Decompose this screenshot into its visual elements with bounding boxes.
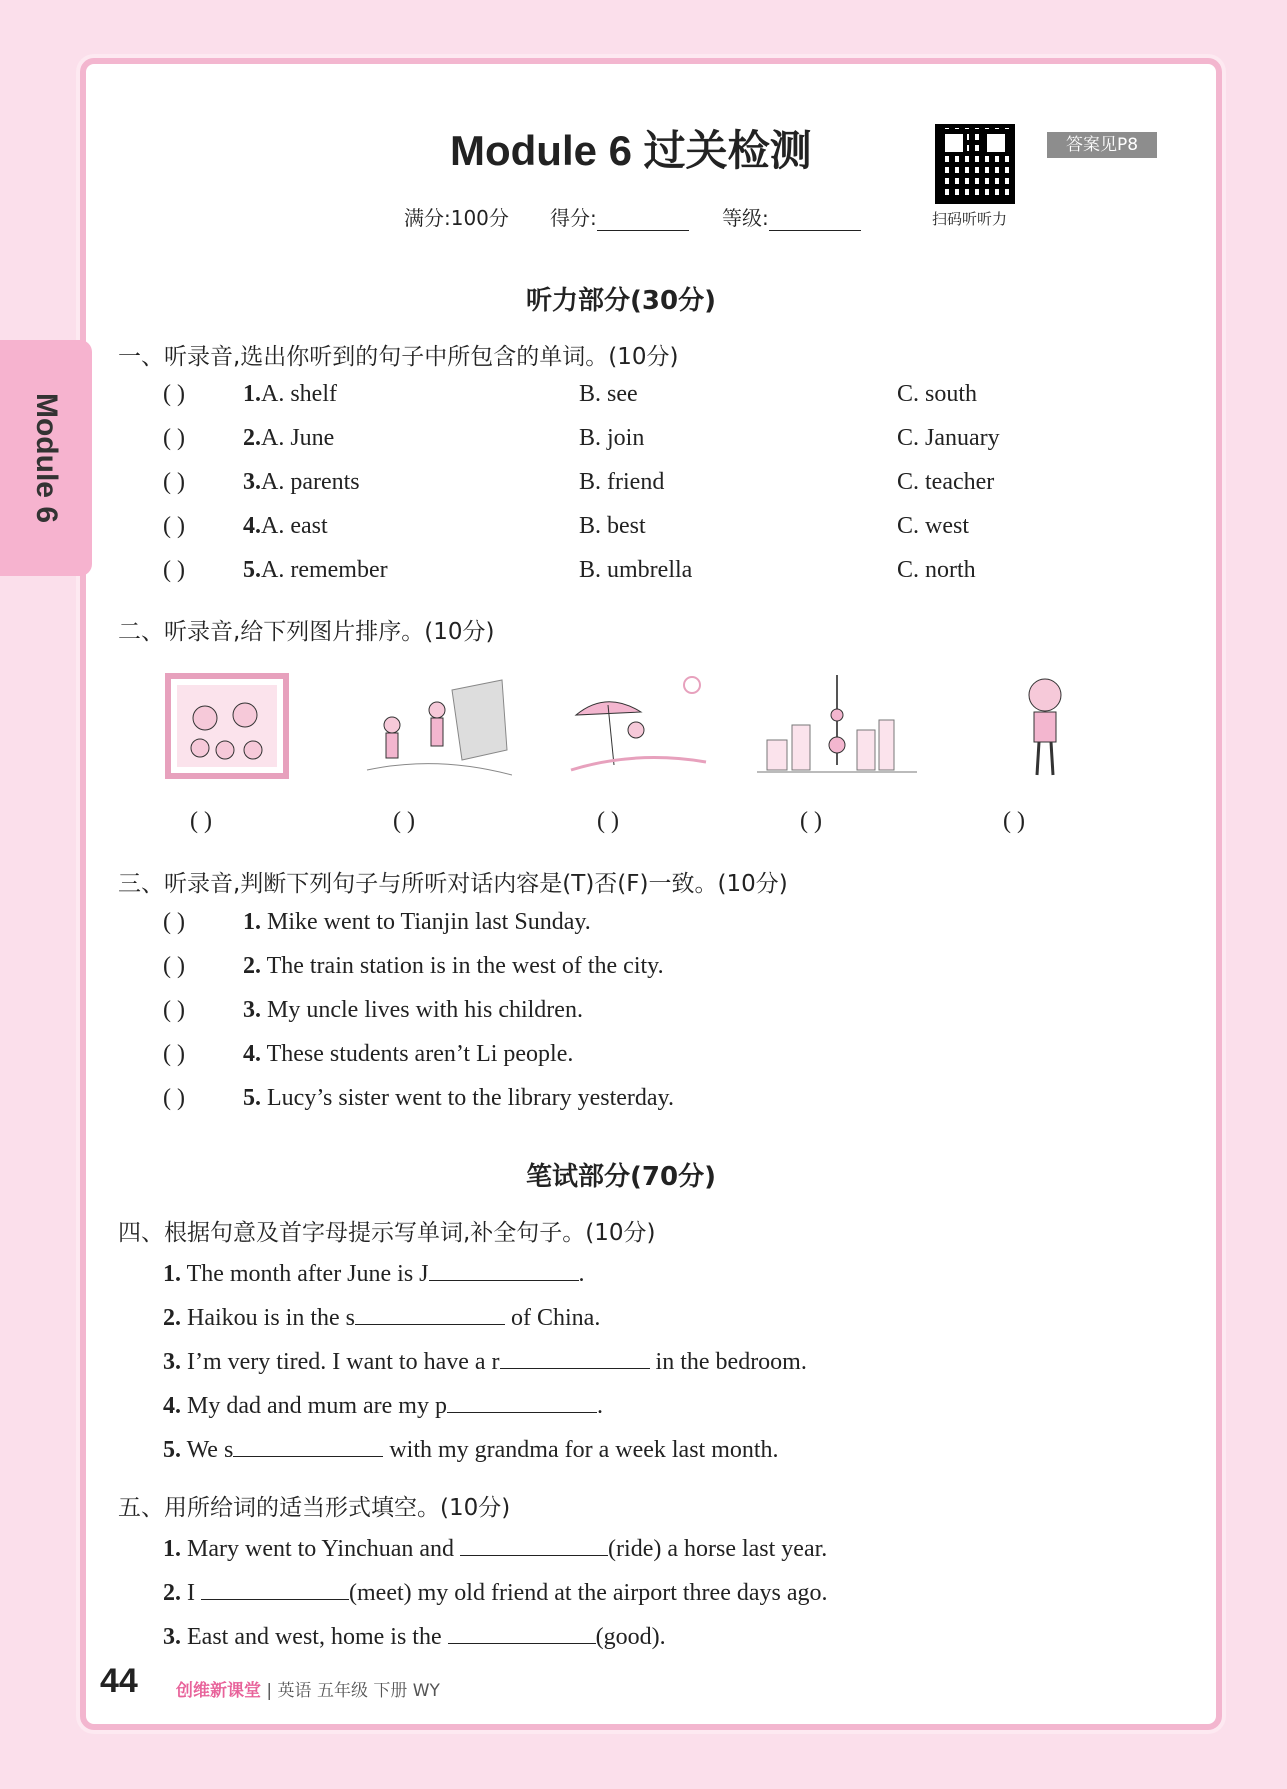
option-c: C. January	[897, 425, 1000, 451]
option-c: C. west	[897, 513, 969, 539]
sentence-start: I’m very tired. I want to have a r	[187, 1349, 500, 1375]
listening-heading: 听力部分(30分)	[526, 286, 716, 316]
question-number: 3.	[243, 997, 261, 1023]
question-number: 2.	[163, 1305, 181, 1331]
sentence-end: (meet) my old friend at the airport three days ago.	[349, 1580, 828, 1606]
part1-instruction: 一、听录音,选出你听到的句子中所包含的单词。(10分)	[118, 344, 679, 370]
part1-question	[163, 425, 334, 452]
beach-picture	[566, 670, 711, 785]
part5-instruction: 五、用所给词的适当形式填空。(10分)	[118, 1495, 511, 1521]
part3-question	[163, 909, 591, 936]
page-number: 44	[100, 1662, 138, 1700]
question-number: 1.	[243, 381, 261, 407]
option-a: A. shelf	[261, 381, 337, 407]
sentence-end: in the bedroom.	[649, 1349, 807, 1375]
part1-question	[163, 469, 360, 496]
question-number: 1.	[243, 909, 261, 935]
writing-heading: 笔试部分(70分)	[526, 1162, 716, 1192]
option-b: B. see	[579, 381, 638, 407]
option-b: B. join	[579, 425, 645, 451]
sentence-start: I	[187, 1580, 201, 1606]
hiking-picture	[362, 670, 512, 785]
sentence-start: Mary went to Yinchuan and	[187, 1536, 461, 1562]
part2-instruction: 二、听录音,给下列图片排序。(10分)	[118, 619, 495, 645]
question-number: 4.	[243, 513, 261, 539]
question-number: 3.	[163, 1624, 181, 1650]
part1-question	[163, 381, 337, 408]
option-a: A. June	[261, 425, 335, 451]
side-tab-label: Module 6	[30, 392, 63, 524]
answer-ref-badge: 答案见P8	[1047, 132, 1157, 158]
picture-order-bracket[interactable]: ( )	[393, 808, 415, 834]
answer-bracket[interactable]: ( )	[163, 425, 185, 451]
question-number: 3.	[243, 469, 261, 495]
sentence-start: Haikou is in the s	[187, 1305, 355, 1331]
answer-bracket[interactable]: ( )	[163, 381, 185, 407]
answer-blank[interactable]	[201, 1577, 349, 1600]
part1-question	[163, 557, 388, 584]
grade-label: 等级:	[722, 206, 769, 230]
option-c: C. north	[897, 557, 976, 583]
part3-question	[163, 953, 664, 980]
page-title: Module 6 过关检测	[450, 127, 812, 174]
option-a: A. east	[261, 513, 328, 539]
city-skyline-picture	[757, 670, 917, 785]
part3-instruction: 三、听录音,判断下列句子与所听对话内容是(T)否(F)一致。(10分)	[118, 871, 788, 897]
footer-brand: 创维新课堂	[176, 1681, 261, 1701]
answer-blank[interactable]	[500, 1346, 650, 1369]
picture-order-bracket[interactable]: ( )	[190, 808, 212, 834]
answer-blank[interactable]	[460, 1533, 608, 1556]
sentence-start: My dad and mum are my p	[187, 1393, 447, 1419]
sentence-end: .	[596, 1393, 603, 1419]
sentence-end: (good).	[595, 1624, 666, 1650]
option-a: A. remember	[261, 557, 388, 583]
part3-question	[163, 997, 583, 1024]
score-label: 得分:	[550, 206, 597, 230]
option-b: B. friend	[579, 469, 665, 495]
question-number: 4.	[163, 1393, 181, 1419]
option-b: B. umbrella	[579, 557, 693, 583]
full-score: 满分:100分	[404, 206, 509, 230]
qr-label: 扫码听听力	[932, 210, 1008, 228]
question-number: 4.	[243, 1041, 261, 1067]
answer-blank[interactable]	[355, 1302, 505, 1325]
option-c: C. teacher	[897, 469, 995, 495]
sentence-end: with my grandma for a week last month.	[383, 1437, 779, 1463]
picture-order-bracket[interactable]: ( )	[597, 808, 619, 834]
grade-field	[722, 202, 861, 231]
part5-question	[163, 1621, 666, 1651]
question-number: 1.	[163, 1536, 181, 1562]
module-side-tab	[0, 340, 92, 576]
score-field	[550, 202, 689, 231]
option-c: C. south	[897, 381, 978, 407]
sentence-start: East and west, home is the	[187, 1624, 448, 1650]
answer-blank[interactable]	[429, 1258, 579, 1281]
sentence-end: of China.	[505, 1305, 601, 1331]
part5-question	[163, 1577, 828, 1607]
question-number: 2.	[243, 953, 261, 979]
question-number: 5.	[243, 1085, 261, 1111]
part1-question	[163, 513, 328, 540]
score-blank[interactable]	[597, 210, 689, 231]
sentence-start: We s	[186, 1437, 234, 1463]
qr-code-icon[interactable]	[935, 124, 1015, 204]
answer-blank[interactable]	[233, 1434, 383, 1457]
part4-question	[163, 1390, 603, 1420]
question-number: 5.	[243, 557, 261, 583]
question-number: 2.	[163, 1580, 181, 1606]
option-b: B. best	[579, 513, 646, 539]
part3-question	[163, 1085, 674, 1112]
part4-instruction: 四、根据句意及首字母提示写单词,补全句子。(10分)	[118, 1220, 656, 1246]
answer-blank[interactable]	[447, 1390, 597, 1413]
grade-blank[interactable]	[769, 210, 861, 231]
answer-bracket[interactable]: ( )	[163, 997, 185, 1023]
answer-bracket[interactable]: ( )	[163, 953, 185, 979]
answer-bracket[interactable]: ( )	[163, 469, 185, 495]
option-a: A. parents	[261, 469, 360, 495]
question-number: 1.	[163, 1261, 181, 1287]
answer-blank[interactable]	[448, 1621, 596, 1644]
statement-text: These students aren’t Li people.	[266, 1041, 574, 1067]
sentence-end: (ride) a horse last year.	[608, 1536, 828, 1562]
answer-bracket[interactable]: ( )	[163, 513, 185, 539]
question-number: 2.	[243, 425, 261, 451]
statement-text: Mike went to Tianjin last Sunday.	[267, 909, 591, 935]
question-number: 5.	[163, 1437, 181, 1463]
answer-bracket[interactable]: ( )	[163, 1085, 185, 1111]
picture-order-bracket[interactable]: ( )	[1003, 808, 1025, 834]
part4-question	[163, 1346, 807, 1376]
statement-text: My uncle lives with his children.	[267, 997, 583, 1023]
part4-question	[163, 1302, 600, 1332]
part4-question	[163, 1258, 585, 1288]
answer-bracket[interactable]: ( )	[163, 1041, 185, 1067]
footer-info	[176, 1676, 440, 1701]
statement-text: The train station is in the west of the city.	[266, 953, 664, 979]
part5-question	[163, 1533, 827, 1563]
question-number: 3.	[163, 1349, 181, 1375]
girl-picture	[1010, 670, 1080, 785]
family-photo-picture	[165, 670, 290, 785]
sentence-end: .	[578, 1261, 585, 1287]
sentence-start: The month after June is J	[186, 1261, 429, 1287]
footer-details: | 英语 五年级 下册 WY	[266, 1681, 440, 1701]
part4-question	[163, 1434, 779, 1464]
statement-text: Lucy’s sister went to the library yesterday.	[267, 1085, 674, 1111]
part3-question	[163, 1041, 573, 1068]
answer-bracket[interactable]: ( )	[163, 909, 185, 935]
picture-order-bracket[interactable]: ( )	[800, 808, 822, 834]
answer-bracket[interactable]: ( )	[163, 557, 185, 583]
